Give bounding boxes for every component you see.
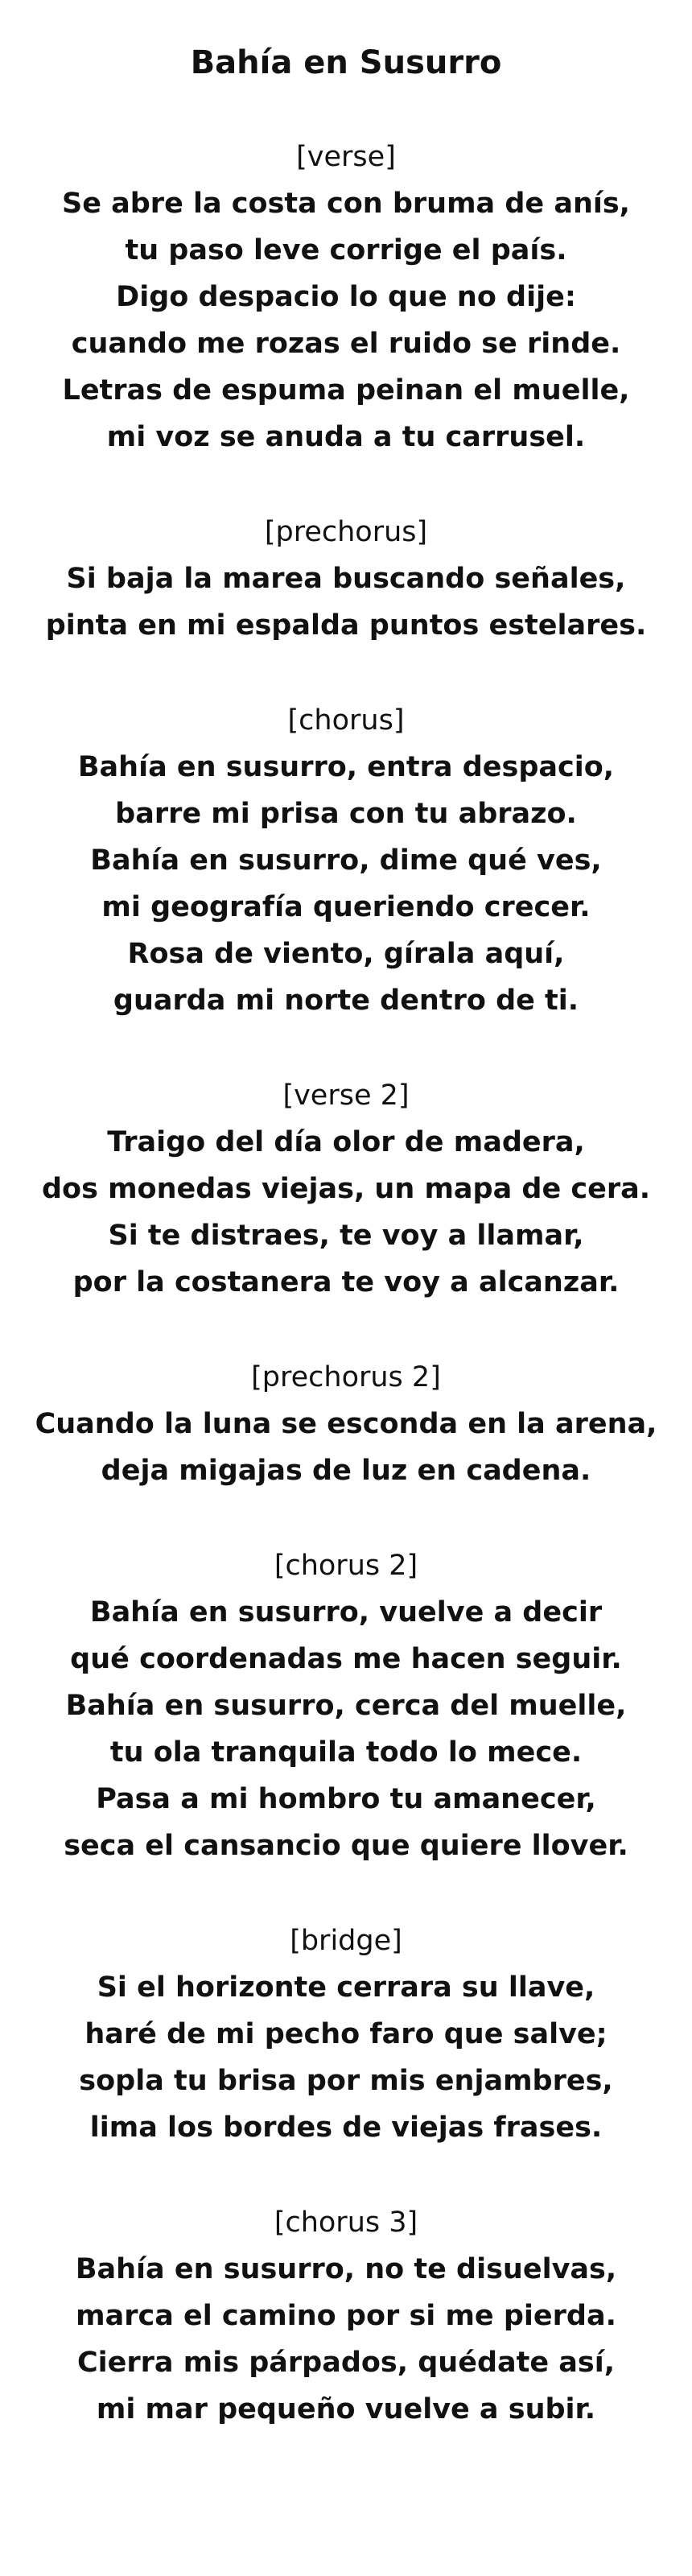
lyric-line: sopla tu brisa por mis enjambres, <box>79 2065 613 2097</box>
section-chorus-3 <box>0 2199 692 2433</box>
lyric-line: seca el cansancio que quiere llover. <box>64 1830 628 1862</box>
lyric-line: Rosa de viento, gírala aquí, <box>127 938 565 970</box>
section-chorus-2 <box>0 1542 692 1869</box>
song-title: Bahía en Susurro <box>190 44 502 81</box>
section-label: [verse] <box>296 141 396 173</box>
lyric-line: Si el horizonte cerrara su llave, <box>97 1971 595 2004</box>
lyric-line: Se abre la costa con bruma de anís, <box>62 188 630 220</box>
section-prechorus <box>0 509 692 649</box>
lyric-line: Bahía en susurro, entra despacio, <box>77 751 615 783</box>
lyric-line: Si baja la marea buscando señales, <box>66 563 626 595</box>
section-verse <box>0 134 692 460</box>
section-bridge <box>0 1918 692 2151</box>
lyric-line: Bahía en susurro, vuelve a decir <box>89 1596 603 1629</box>
lyric-line: mi voz se anuda a tu carrusel. <box>106 421 586 453</box>
lyric-line: barre mi prisa con tu abrazo. <box>115 798 577 830</box>
lyric-line: haré de mi pecho faro que salve; <box>84 2018 608 2050</box>
section-label: [chorus 2] <box>274 1550 418 1582</box>
lyric-line: marca el camino por si me pierda. <box>76 2300 616 2332</box>
lyric-line: mi geografía queriendo crecer. <box>101 891 591 923</box>
section-verse-2 <box>0 1072 692 1306</box>
lyric-line: guarda mi norte dentro de ti. <box>113 985 579 1017</box>
lyric-line: cuando me rozas el ruido se rinde. <box>71 328 621 360</box>
lyric-line: Bahía en susurro, dime qué ves, <box>90 844 602 877</box>
lyric-line: Letras de espuma peinan el muelle, <box>62 374 630 407</box>
lyric-line: qué coordenadas me hacen seguir. <box>70 1643 622 1675</box>
lyric-line: Bahía en susurro, no te disuelvas, <box>75 2253 617 2285</box>
section-prechorus-2 <box>0 1354 692 1494</box>
lyric-line: Cuando la luna se esconda en la arena, <box>35 1408 657 1440</box>
section-label: [chorus] <box>287 704 405 737</box>
section-label: [bridge] <box>290 1925 402 1957</box>
section-label: [prechorus] <box>264 516 428 548</box>
lyric-line: Cierra mis párpados, quédate así, <box>76 2347 616 2379</box>
section-label: [chorus 3] <box>274 2207 418 2239</box>
section-chorus <box>0 697 692 1024</box>
lyric-line: Si te distraes, te voy a llamar, <box>108 1220 584 1252</box>
lyric-line: Traigo del día olor de madera, <box>107 1126 585 1158</box>
lyric-line: Pasa a mi hombro tu amanecer, <box>96 1783 596 1815</box>
lyric-line: dos monedas viejas, un mapa de cera. <box>41 1173 651 1205</box>
section-label: [prechorus 2] <box>251 1361 441 1393</box>
lyric-line: Bahía en susurro, cerca del muelle, <box>65 1690 627 1722</box>
section-label: [verse 2] <box>282 1080 410 1112</box>
lyric-line: mi mar pequeño vuelve a subir. <box>96 2393 596 2425</box>
lyric-line: Digo despacio lo que no dije: <box>116 281 576 313</box>
lyric-line: por la costanera te voy a alcanzar. <box>72 1266 620 1298</box>
lyric-line: deja migajas de luz en cadena. <box>101 1455 591 1487</box>
lyric-line: pinta en mi espalda puntos estelares. <box>45 609 647 642</box>
lyric-line: tu paso leve corrige el país. <box>125 234 567 266</box>
lyric-line: tu ola tranquila todo lo mece. <box>109 1736 583 1769</box>
lyric-line: lima los bordes de viejas frases. <box>89 2112 603 2144</box>
